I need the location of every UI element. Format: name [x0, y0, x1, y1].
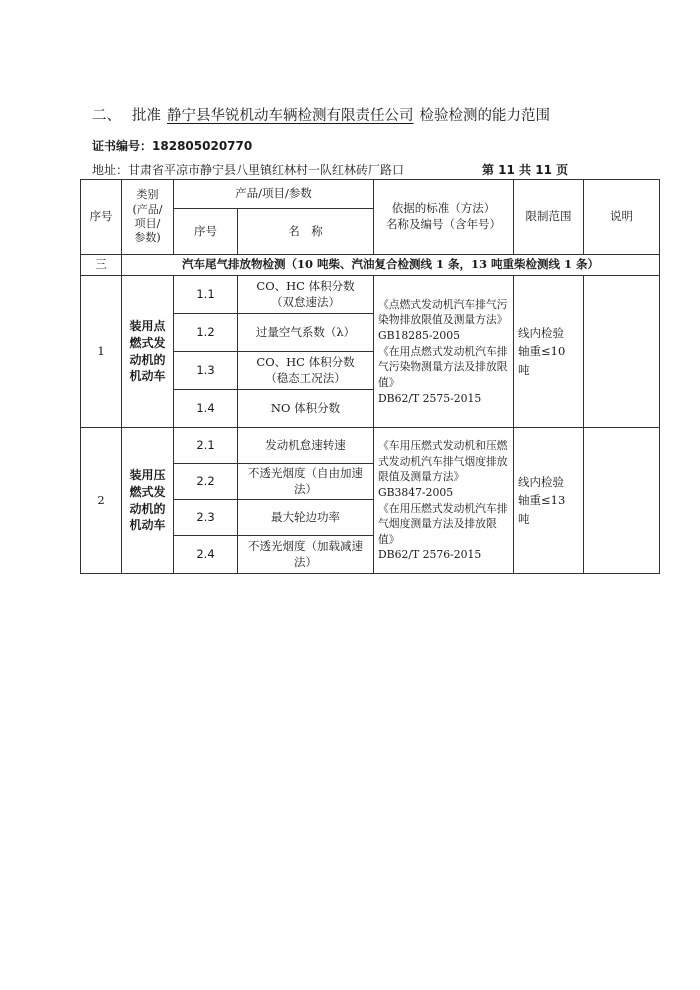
- section-title: 汽车尾气排放物检测（10 吨柴、汽油复合检测线 1 条，13 吨重柴检测线 1 条）: [122, 255, 660, 276]
- capability-table: [80, 179, 660, 574]
- table-row: [81, 276, 660, 314]
- header-product-group: 产品/项目/参数: [174, 180, 374, 209]
- item-name: CO、HC 体积分数 （稳态工况法）: [238, 352, 374, 390]
- item-name: 不透光烟度（自由加速法）: [238, 464, 374, 500]
- group-limit: 线内检验 轴重≤13 吨: [514, 428, 584, 574]
- group-note: [584, 276, 660, 428]
- section-number: 二、: [92, 108, 121, 124]
- header-sub-seq: 序号: [174, 209, 238, 255]
- page-indicator: 第 11 共 11 页: [482, 163, 569, 177]
- item-number: 2.3: [174, 500, 238, 536]
- group-seq: 2: [81, 428, 122, 574]
- header-limit: 限制范围: [514, 180, 584, 255]
- group-category: 装用压 燃式发 动机的 机动车: [122, 428, 174, 574]
- item-number: 2.1: [174, 428, 238, 464]
- header-name: 名 称: [238, 209, 374, 255]
- title-suffix: 检验检测的能力范围: [419, 108, 550, 124]
- item-name: CO、HC 体积分数 （双怠速法）: [238, 276, 374, 314]
- section-number-cell: 三: [81, 255, 122, 276]
- item-number: 1.1: [174, 276, 238, 314]
- item-number: 1.4: [174, 390, 238, 428]
- item-number: 2.4: [174, 536, 238, 574]
- table-row: [81, 428, 660, 464]
- document-title: [92, 104, 550, 125]
- header-category: 类别 (产品/ 项目/ 参数): [122, 180, 174, 255]
- certificate-line: [92, 137, 252, 154]
- item-name: 发动机怠速转速: [238, 428, 374, 464]
- group-note: [584, 428, 660, 574]
- section-row: [81, 255, 660, 276]
- header-seq: 序号: [81, 180, 122, 255]
- group-standard: 《点燃式发动机汽车排气污染物排放限值及测量方法》GB18285-2005 《在用点燃式发动机汽车排气污染物测量方法及排放限值》 DB62/T 2575-2015: [374, 276, 514, 428]
- header-standard: 依据的标准（方法） 名称及编号（含年号）: [374, 180, 514, 255]
- item-number: 1.3: [174, 352, 238, 390]
- group-category: 装用点 燃式发 动机的 机动车: [122, 276, 174, 428]
- cert-label: 证书编号：: [92, 139, 153, 153]
- item-number: 2.2: [174, 464, 238, 500]
- group-seq: 1: [81, 276, 122, 428]
- address-line: 地址：甘肃省平凉市静宁县八里镇红林村一队红林砖厂路口: [92, 163, 405, 177]
- organization-name: 静宁县华锐机动车辆检测有限责任公司: [167, 108, 414, 124]
- approve-label: 批准: [132, 108, 161, 124]
- item-name: 最大轮边功率: [238, 500, 374, 536]
- group-standard: 《车用压燃式发动机和压燃式发动机汽车排气烟度排放限值及测量方法》GB3847-2005 《在用压燃式发动机汽车排气烟度测量方法及排放限值》 DB62/T 2576-2015: [374, 428, 514, 574]
- item-number: 1.2: [174, 314, 238, 352]
- item-name: 不透光烟度（加载减速法）: [238, 536, 374, 574]
- item-name: 过量空气系数（λ）: [238, 314, 374, 352]
- header-row-1: [81, 180, 660, 209]
- cert-number: 182805020770: [152, 139, 253, 153]
- header-note: 说明: [584, 180, 660, 255]
- item-name: NO 体积分数: [238, 390, 374, 428]
- group-limit: 线内检验 轴重≤10 吨: [514, 276, 584, 428]
